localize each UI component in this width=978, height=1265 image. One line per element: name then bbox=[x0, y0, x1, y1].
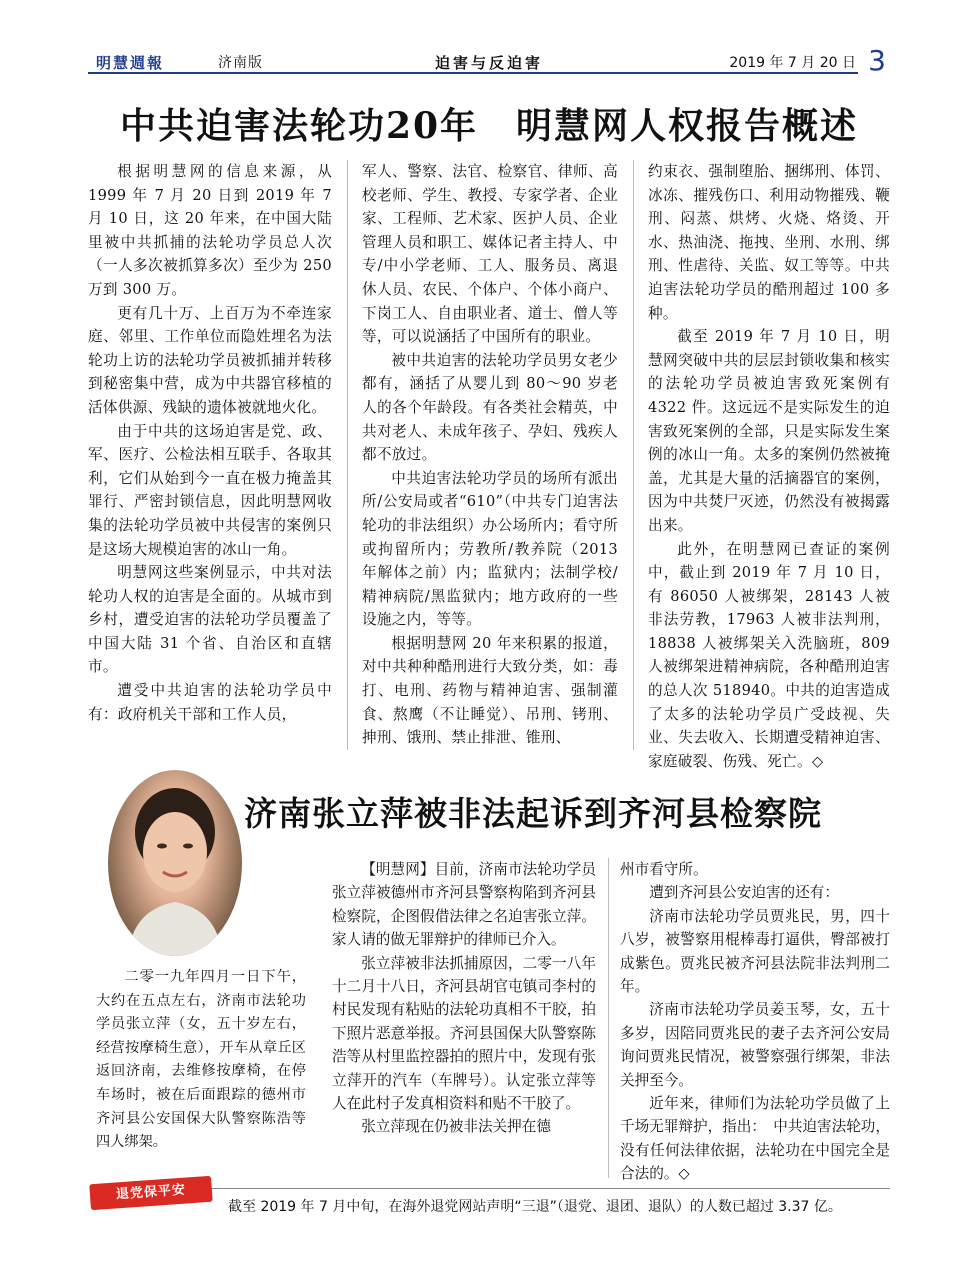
article2-column-2 bbox=[620, 858, 890, 1186]
person-portrait-icon bbox=[108, 770, 242, 956]
paragraph: 明慧网这些案例显示，中共对法轮功人权的迫害是全面的。从城市到乡村，遭受迫害的法轮功学员覆盖了中国大陆 31 个省、自治区和直辖市。 bbox=[88, 564, 332, 676]
article2-headline: 济南张立萍被非法起诉到齐河县检察院 bbox=[244, 794, 822, 833]
column-divider bbox=[347, 160, 348, 750]
paragraph: 遭受中共迫害的法轮功学员中有：政府机关干部和工作人员， bbox=[88, 682, 332, 723]
quit-party-badge: 退党保平安 bbox=[89, 1176, 213, 1210]
footer-divider bbox=[96, 1188, 890, 1189]
paragraph: 由于中共的这场迫害是党、政、军、医疗、公检法相互联手、各取其利，它们从始到今一直在极力掩盖其罪行、严密封锁信息，因此明慧网收集的法轮功学员被中共侵害的案例只是这场大规模迫害的冰山一角。 bbox=[88, 422, 332, 558]
paragraph: 遭到齐河县公安迫害的还有： bbox=[649, 884, 839, 902]
article1-column-1 bbox=[88, 160, 332, 726]
article1-column-3 bbox=[648, 160, 890, 773]
column-divider bbox=[608, 858, 609, 1178]
issue-date: 2019 年 7 月 20 日 bbox=[729, 55, 856, 71]
paragraph: 约束衣、强制堕胎、捆绑刑、体罚、冰冻、摧残伤口、利用动物摧残、鞭刑、闷蒸、烘烤、火烧、烙烫、开水、热油浇、拖拽、坐刑、水刑、绑刑、性虐待、关监、奴工等等。中共迫害法轮功学员的酷刑超过 100 多种。 bbox=[648, 163, 890, 322]
article1-headline: 中共迫害法轮功20年 明慧网人权报告概述 bbox=[119, 105, 859, 147]
masthead-brand: 明慧週報 bbox=[96, 54, 165, 72]
article1-column-2 bbox=[362, 160, 618, 750]
paragraph: 济南市法轮功学员姜玉琴，女，五十多岁，因陪同贾兆民的妻子去齐河公安局询问贾兆民情况，被警察强行绑架，非法关押至今。 bbox=[620, 1001, 890, 1089]
paragraph: 济南市法轮功学员贾兆民，男，四十八岁，被警察用棍棒毒打逼供，臀部被打成紫色。贾兆民被齐河县法院非法判刑二年。 bbox=[620, 907, 890, 996]
photo-caption bbox=[96, 966, 306, 1155]
paragraph: 近年来，律师们为法轮功学员做了上千场无罪辩护，指出： 中共迫害法轮功，没有任何法律依据，法轮功在中国完全是合法的。◇ bbox=[620, 1095, 890, 1183]
section-title: 迫害与反迫害 bbox=[434, 54, 543, 72]
portrait-photo bbox=[108, 770, 242, 956]
column-divider bbox=[633, 160, 634, 750]
caption-text: 二零一九年四月一日下午，大约在五点左右，济南市法轮功学员张立萍（女，五十岁左右，经营按摩椅生意），开车从章丘区返回济南，去维修按摩椅，在停车场时，被在后面跟踪的德州市齐河县公安国保大队警察陈浩等四人绑架。 bbox=[96, 969, 306, 1151]
paragraph: 根据明慧网 20 年来积累的报道，对中共种种酷刑进行大致分类，如：毒打、电刑、药物与精神迫害、强制灌食、熬鹰（不让睡觉）、吊刑、铐刑、抻刑、饿刑、禁止排泄、锥刑、 bbox=[362, 634, 618, 747]
paragraph: 州市看守所。 bbox=[620, 861, 708, 878]
masthead-edition: 济南版 bbox=[218, 55, 263, 71]
header-divider bbox=[88, 72, 858, 74]
paragraph: 中共迫害法轮功学员的场所有派出所/公安局或者“610”（中共专门迫害法轮功的非法组织）办公场所内；看守所或拘留所内；劳教所/教养院（2013 年解体之前）内；监狱内；法制学校/精神病院/黑监狱内；地方政府的一些设施之内，等等。 bbox=[362, 469, 618, 629]
paragraph: 军人、警察、法官、检察官、律师、高校老师、学生、教授、专家学者、企业家、工程师、艺术家、医护人员、企业管理人员和职工、媒体记者主持人、中专/中小学老师、工人、服务员、离退休人员、农民、个体户、个体小商户、下岗工人、自由职业者、道士、僧人等等，可以说涵括了中国所有的职业。 bbox=[362, 163, 618, 346]
paragraph: 被中共迫害的法轮功学员男女老少都有，涵括了从婴儿到 80～90 岁老人的各个年龄段。有各类社会精英，中共对老人、未成年孩子、孕妇、残疾人都不放过。 bbox=[362, 351, 618, 464]
footer-notice: 截至 2019 年 7 月中旬，在海外退党网站声明“三退”（退党、退团、退队）的人数已超过 3.37 亿。 bbox=[228, 1199, 842, 1215]
page-number: 3 bbox=[868, 44, 886, 77]
paragraph: 截至 2019 年 7 月 10 日，明慧网突破中共的层层封锁收集和核实的法轮功学员被迫害致死案例有 4322 件。这远远不是实际发生的迫害致死案例的全部，只是实际发生案例的冰山一角。太多的案例仍然被掩盖，尤其是大量的活摘器官的案例，因为中共焚尸灭迹，仍然没有被揭露出来。 bbox=[648, 328, 890, 534]
article2-column-1 bbox=[332, 858, 596, 1139]
paragraph: 此外，在明慧网已查证的案例中，截止到 2019 年 7 月 10 日，有 86050 人被绑架，28143 人被非法劳教，17963 人被非法判刑，18838 人被绑架关入洗脑班，809 人被绑架进精神病院，各种酷刑迫害的总人次 518940。中共的迫害造成了太多的法轮功学员广受歧视、失业、失去收入、长期遭受精神迫害、家庭破裂、伤残、死亡。◇ bbox=[648, 540, 890, 770]
paragraph: 根据明慧网的信息来源，从 1999 年 7 月 20 日到 2019 年 7 月 10 日，这 20 年来，在中国大陆里被中共抓捕的法轮功学员总人次（一人多次被抓算多次）至少为 250 万到 300 万。 bbox=[88, 163, 332, 298]
paragraph: 更有几十万、上百万为不牵连家庭、邻里、工作单位而隐姓埋名为法轮功上访的法轮功学员被抓捕并转移到秘密集中营，成为中共器官移植的活体供源、残缺的遗体被就地火化。 bbox=[88, 304, 332, 416]
paragraph: 张立萍被非法抓捕原因，二零一八年十二月十八日，齐河县胡官屯镇司李村的村民发现有粘贴的法轮功真相不干胶，拍下照片恶意举报。齐河县国保大队警察陈浩等从村里监控器拍的照片中，发现有张立萍开的汽车（车牌号）。认定张立萍等人在此村子发真相资料和贴不干胶了。 bbox=[332, 954, 596, 1113]
paragraph: 【明慧网】目前，济南市法轮功学员张立萍被德州市齐河县警察构陷到齐河县检察院，企图假借法律之名迫害张立萍。家人请的做无罪辩护的律师已介入。 bbox=[332, 861, 596, 949]
paragraph: 张立萍现在仍被非法关押在德 bbox=[361, 1118, 551, 1136]
